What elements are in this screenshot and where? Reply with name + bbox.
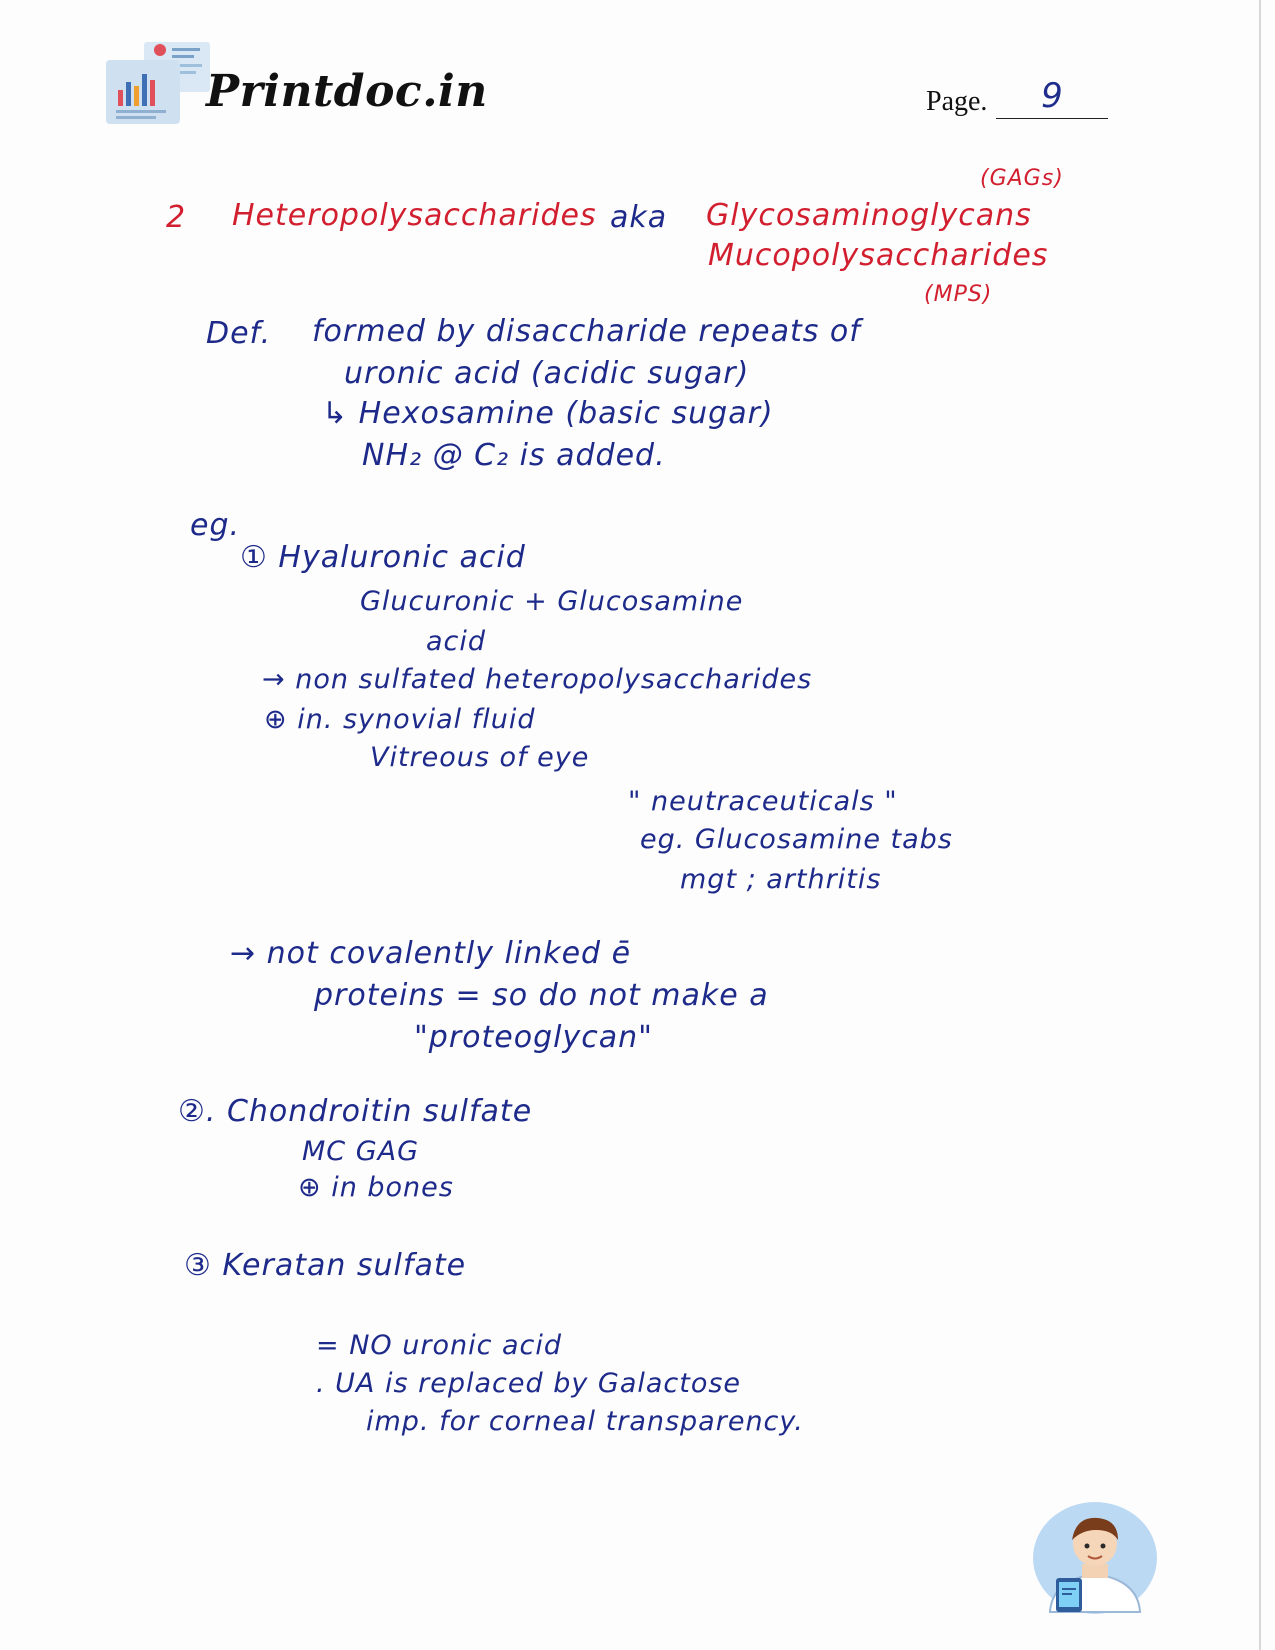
heading-number: 2	[166, 200, 187, 235]
brand-logo-text: Printdoc.in	[206, 66, 488, 117]
example-3-corneal: imp. for corneal transparency.	[366, 1406, 804, 1437]
definition-line-4: NH₂ @ C₂ is added.	[362, 438, 666, 473]
heading-term: Heteropolysaccharides	[232, 198, 597, 233]
scan-edge	[1259, 0, 1261, 1650]
gags-abbrev: (GAGs)	[980, 166, 1064, 191]
heading-aka: aka	[610, 200, 668, 235]
example-3-no-uronic: = NO uronic acid	[316, 1330, 563, 1361]
example-1-formula: Glucuronic + Glucosamine	[360, 586, 744, 617]
example-1-acid: acid	[426, 626, 487, 657]
example-2-title: ②. Chondroitin sulfate	[178, 1094, 533, 1129]
reader-avatar-icon	[1030, 1500, 1160, 1616]
synonym-glycosaminoglycans: Glycosaminoglycans	[706, 198, 1032, 233]
example-1-arthritis: mgt ; arthritis	[680, 864, 882, 895]
definition-line-1: formed by disaccharide repeats of	[312, 314, 861, 349]
example-1-location: ⊕ in. synovial fluid	[264, 704, 536, 735]
eg-label: eg.	[190, 508, 241, 543]
page-number: 9	[996, 76, 1108, 119]
note-proteoglycan: "proteoglycan"	[414, 1020, 653, 1055]
example-1-vitreous: Vitreous of eye	[370, 742, 590, 773]
example-1-neutraceuticals: " neutraceuticals "	[628, 786, 898, 817]
example-3-title: ③ Keratan sulfate	[184, 1248, 467, 1283]
example-1-title: ① Hyaluronic acid	[240, 540, 526, 575]
synonym-mucopolysaccharides: Mucopolysaccharides	[708, 238, 1049, 273]
note-not-covalent-1: → not covalently linked ē	[230, 936, 632, 971]
definition-line-2: uronic acid (acidic sugar)	[344, 356, 750, 391]
mps-abbrev: (MPS)	[924, 282, 993, 307]
example-1-glucosamine-tabs: eg. Glucosamine tabs	[640, 824, 953, 855]
example-2-mc-gag: MC GAG	[302, 1136, 420, 1167]
document-chart-icon	[104, 38, 216, 128]
example-3-galactose: . UA is replaced by Galactose	[316, 1368, 742, 1399]
definition-line-3: ↳ Hexosamine (basic sugar)	[322, 396, 774, 431]
note-not-covalent-2: proteins = so do not make a	[314, 978, 769, 1013]
page-label: Page.	[926, 86, 988, 117]
example-2-bones: ⊕ in bones	[298, 1172, 454, 1203]
definition-label: Def.	[206, 316, 272, 351]
example-1-nonsulfated: → non sulfated heteropolysaccharides	[262, 664, 813, 695]
